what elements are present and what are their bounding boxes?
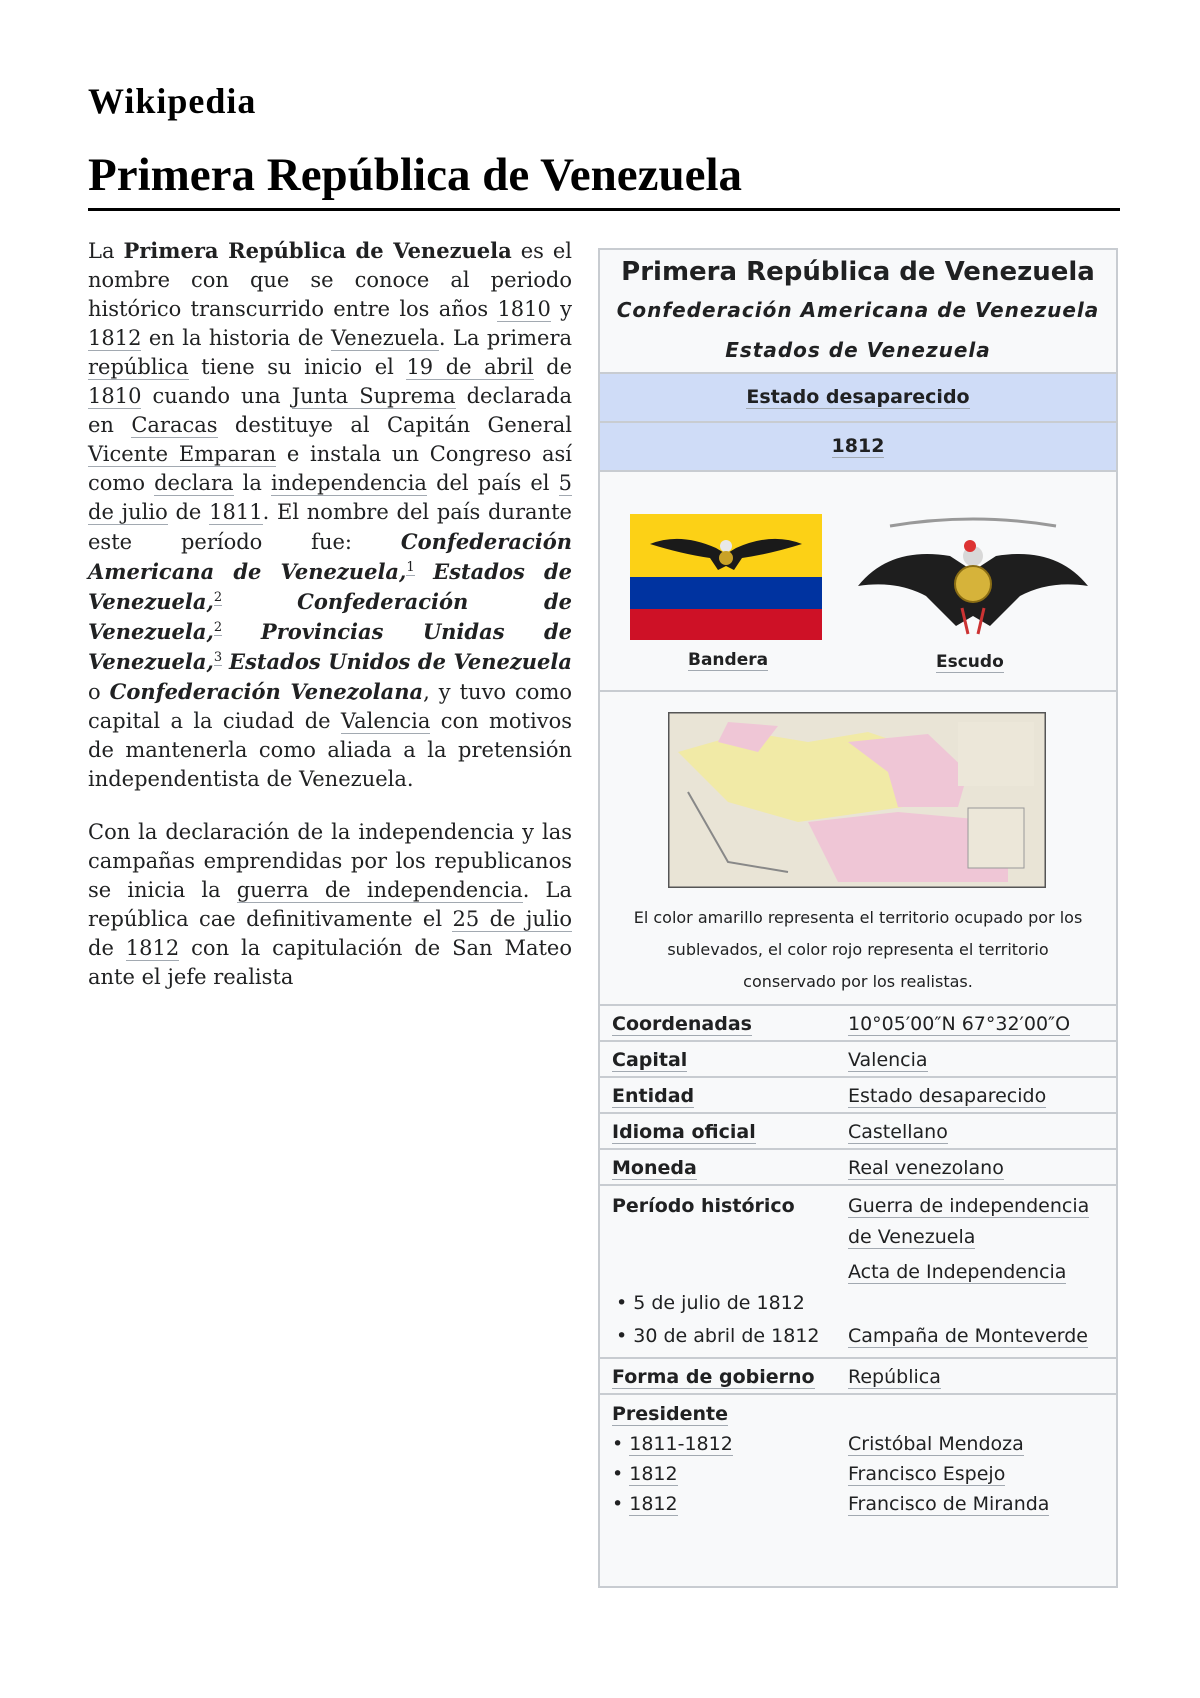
president-years[interactable]: 1812 xyxy=(629,1463,678,1485)
row-coordenadas xyxy=(600,1004,1116,1040)
periodo-values xyxy=(848,1186,1116,1357)
link-1810[interactable]: 1810 xyxy=(497,297,551,321)
link-republica[interactable]: república xyxy=(88,355,189,379)
row-entidad xyxy=(600,1076,1116,1112)
gobierno-label: Forma de gobierno xyxy=(612,1366,815,1388)
president-name[interactable]: Francisco de Miranda xyxy=(848,1493,1050,1515)
infobox-symbols xyxy=(600,470,1116,690)
map-caption: El color amarillo representa el territorio ocupado por los sublevados, el color rojo representa el territorio conservado por los realistas. xyxy=(633,908,1083,991)
entidad-label: Entidad xyxy=(612,1085,695,1107)
row-gobierno xyxy=(600,1357,1116,1393)
event2-date: • 30 de abril de 1812 xyxy=(616,1325,820,1347)
row-capital xyxy=(600,1040,1116,1076)
paragraph-1: La Primera República de Venezuela es el nombre con que se conoce al periodo histórico transcurrido entre los años 1810 y 1812 en la historia de Venezuela. La primera república tiene su inicio el 19 de abril de 1810 cuando una Junta Suprema declarada en Caracas destituye al Capitán General Vicente Emparan e instala un Congreso así como declara la independencia del país el 5 de julio de 1811. El nombre del país durante este período fue: Confederación Americana de Venezuela,$^1$ Estados de Venezuela,$^2$ Confederación de Venezuela,$^2$ Provincias Unidas de Venezuela,$^3$ Estados Unidos de Venezuela o Confederación Venezolana, y tuvo como capital a la ciudad de Valencia con motivos de mantenerla como aliada a la pretensión independentista de Venezuela. xyxy=(88,238,573,791)
flag-image[interactable] xyxy=(630,514,822,640)
infobox-status[interactable]: Estado desaparecido xyxy=(600,372,1116,421)
link-1812b[interactable]: 1812 xyxy=(125,936,180,960)
infobox-subtitle-2: Estados de Venezuela xyxy=(725,338,991,362)
paragraph-2: Con la declaración de la independencia y las campañas emprendidas por los republicanos se inicia la guerra de independencia. La república cae definitivamente el 25 de julio de 1812 con la capitulación de San Mateo ante el jefe realista xyxy=(88,820,573,989)
presidente-label: Presidente xyxy=(612,1403,728,1425)
idioma-label: Idioma oficial xyxy=(612,1121,756,1143)
link-vicente-emparan[interactable]: Vicente Emparan xyxy=(88,442,277,466)
link-5-julio[interactable]: 5 de julio xyxy=(88,471,573,524)
row-idioma xyxy=(600,1112,1116,1148)
infobox-year: 1812 xyxy=(600,421,1116,470)
row-moneda xyxy=(600,1148,1116,1184)
infobox-map xyxy=(600,690,1116,1004)
event2-value[interactable]: Campaña de Monteverde xyxy=(848,1325,1088,1347)
idioma-value[interactable]: Castellano xyxy=(848,1121,948,1143)
flag-label[interactable]: Bandera xyxy=(688,650,769,670)
ref-1[interactable]: 1 xyxy=(406,560,415,575)
infobox xyxy=(598,248,1118,1588)
president-row: • 1812 Francisco de Miranda xyxy=(612,1493,1050,1515)
president-years[interactable]: 1812 xyxy=(629,1493,678,1515)
president-row: • 1811-1812 Cristóbal Mendoza xyxy=(612,1433,1024,1455)
title-rule xyxy=(88,208,1120,211)
link-venezuela[interactable]: Venezuela xyxy=(331,326,439,350)
link-25-julio[interactable]: 25 de julio xyxy=(452,907,572,931)
president-name[interactable]: Cristóbal Mendoza xyxy=(848,1433,1024,1455)
ref-2[interactable]: 2 xyxy=(213,590,223,605)
row-presidente xyxy=(600,1393,1116,1523)
moneda-label: Moneda xyxy=(612,1157,697,1179)
infobox-subtitle-1: Confederación Americana de Venezuela xyxy=(616,298,1100,322)
link-independencia[interactable]: independencia xyxy=(271,471,427,495)
wikipedia-logo[interactable]: Wikipedia xyxy=(88,81,257,121)
map-image[interactable] xyxy=(668,712,1046,888)
link-1812[interactable]: 1812 xyxy=(88,326,142,350)
infobox-title: Primera República de Venezuela xyxy=(621,257,1095,287)
coat-of-arms-image[interactable] xyxy=(850,516,1096,646)
ref-3[interactable]: 3 xyxy=(213,650,223,665)
infobox-header xyxy=(600,250,1116,372)
article-body xyxy=(88,236,572,1016)
periodo-label: Período histórico • 5 de julio de 1812 • 30 de abril de 1812 xyxy=(600,1186,848,1357)
link-1810b[interactable]: 1810 xyxy=(88,384,142,408)
periodo-value[interactable]: Guerra de independencia de Venezuela xyxy=(848,1195,1090,1248)
link-19-abril[interactable]: 19 de abril xyxy=(406,355,534,379)
ref-2b[interactable]: 2 xyxy=(213,620,223,635)
gobierno-value[interactable]: República xyxy=(848,1366,941,1388)
coordenadas-value[interactable]: 10°05′00″N 67°32′00″O xyxy=(848,1013,1071,1035)
link-valencia[interactable]: Valencia xyxy=(340,709,431,733)
link-caracas[interactable]: Caracas xyxy=(131,413,218,437)
entidad-value[interactable]: Estado desaparecido xyxy=(848,1085,1047,1107)
event1-date: • 5 de julio de 1812 xyxy=(616,1292,805,1314)
page-title: Primera República de Venezuela xyxy=(88,149,743,201)
coat-label[interactable]: Escudo xyxy=(936,652,1004,672)
link-declara[interactable]: declara xyxy=(154,471,234,495)
president-years[interactable]: 1811-1812 xyxy=(629,1433,733,1455)
link-junta-suprema[interactable]: Junta Suprema xyxy=(291,384,456,408)
link-1811[interactable]: 1811 xyxy=(209,500,263,524)
coordenadas-label: Coordenadas xyxy=(612,1013,752,1035)
capital-value[interactable]: Valencia xyxy=(848,1049,928,1071)
president-name[interactable]: Francisco Espejo xyxy=(848,1463,1006,1485)
capital-label: Capital xyxy=(612,1049,688,1071)
president-row: • 1812 Francisco Espejo xyxy=(612,1463,1006,1485)
row-periodo xyxy=(600,1184,1116,1357)
link-guerra-independencia[interactable]: guerra de independencia xyxy=(236,878,523,902)
moneda-value[interactable]: Real venezolano xyxy=(848,1157,1004,1179)
event1-value[interactable]: Acta de Independencia xyxy=(848,1261,1067,1283)
